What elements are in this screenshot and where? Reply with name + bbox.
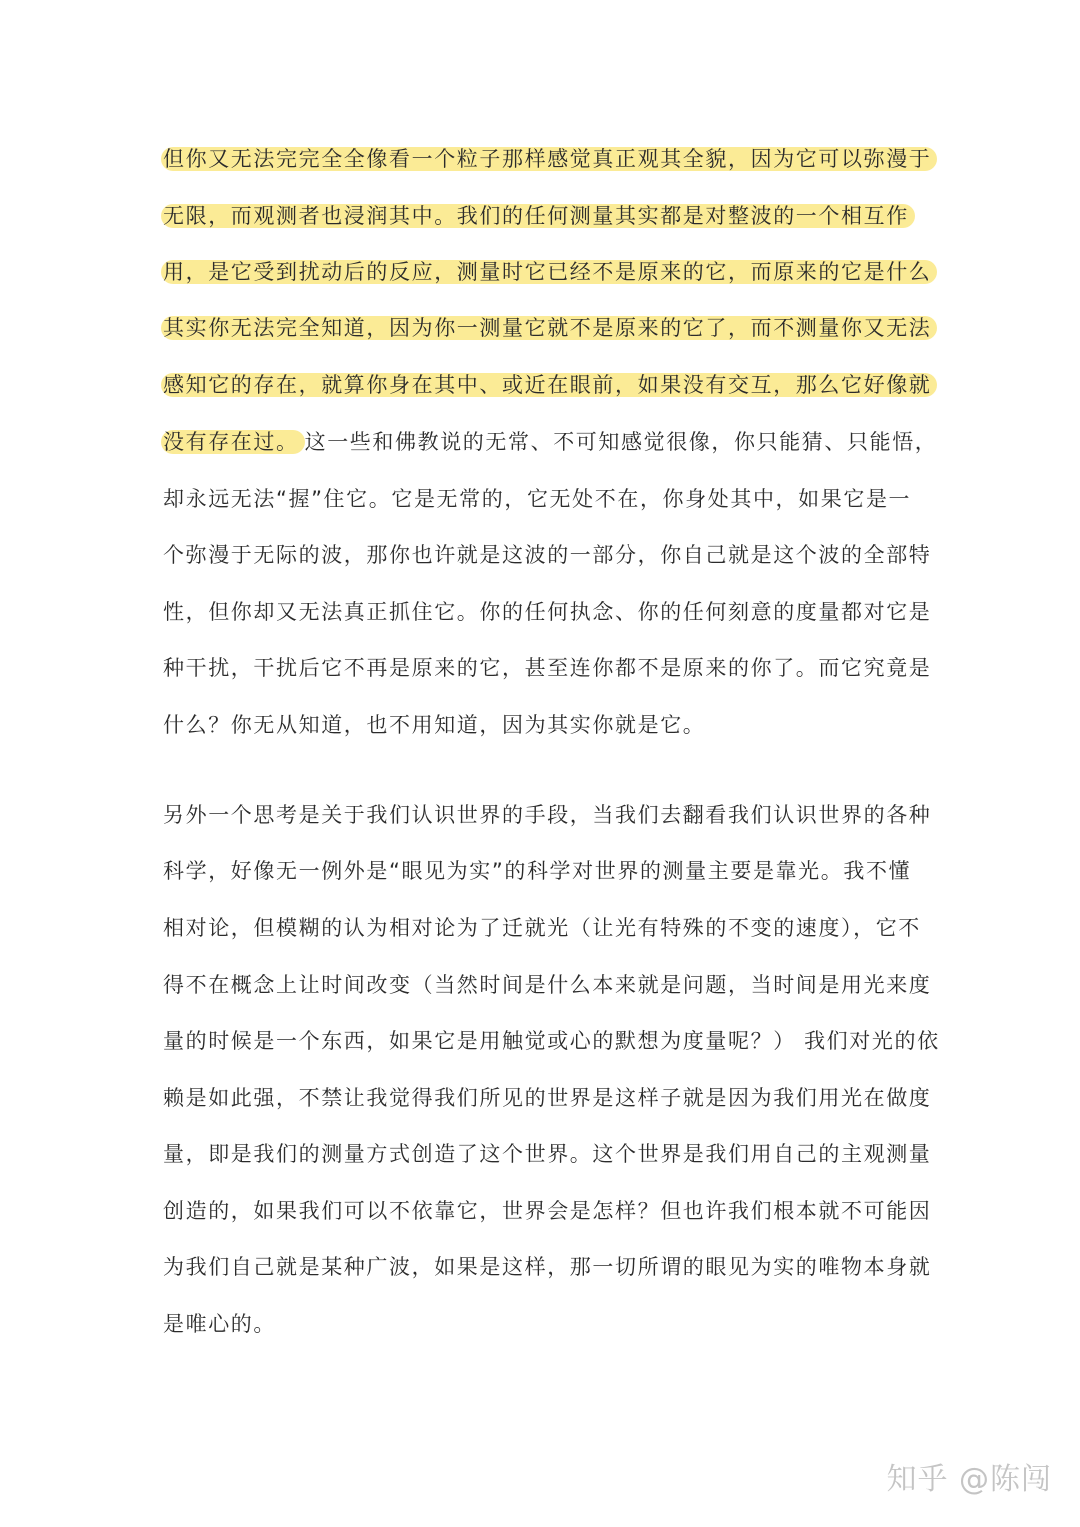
text-line: 为我们自己就是某种广波，如果是这样，那一切所谓的眼见为实的唯物本身就 bbox=[163, 1255, 932, 1279]
text-line bbox=[163, 426, 937, 458]
highlighted-text: 无限，而观测者也浸润其中。我们的任何测量其实都是对整波的一个相互作 bbox=[161, 204, 915, 228]
highlighted-text: 没有存在过。 bbox=[161, 430, 305, 454]
text-line: 量的时候是一个东西，如果它是用触觉或心的默想为度量呢？） 我们对光的依 bbox=[163, 1029, 940, 1053]
text-line: 科学，好像无一例外是“眼见为实”的科学对世界的测量主要是靠光。我不懂 bbox=[163, 859, 912, 883]
highlighted-text: 用，是它受到扰动后的反应，测量时它已经不是原来的它，而原来的它是什么 bbox=[161, 260, 937, 284]
text-line: 量，即是我们的测量方式创造了这个世界。这个世界是我们用自己的主观测量 bbox=[163, 1142, 932, 1166]
text-line: 赖是如此强，不禁让我觉得我们所见的世界是这样子就是因为我们用光在做度 bbox=[163, 1086, 932, 1110]
highlighted-text: 其实你无法完全知道，因为你一测量它就不是原来的它了，而不测量你又无法 bbox=[161, 316, 937, 340]
text-line: 性，但你却又无法真正抓住它。你的任何执念、你的任何刻意的度量都对它是 bbox=[163, 600, 932, 624]
zhihu-watermark: 知乎 @陈闯 bbox=[886, 1462, 1052, 1497]
text-line: 什么？你无从知道，也不用知道，因为其实你就是它。 bbox=[163, 713, 706, 737]
text-line: 相对论，但模糊的认为相对论为了迁就光（让光有特殊的不变的速度），它不 bbox=[163, 916, 921, 940]
text-line: 创造的，如果我们可以不依靠它，世界会是怎样？但也许我们根本就不可能因 bbox=[163, 1199, 932, 1223]
highlighted-text: 但你又无法完完全全像看一个粒子那样感觉真正观其全貌，因为它可以弥漫于 bbox=[161, 147, 937, 171]
text-line: 得不在概念上让时间改变（当然时间是什么本来就是问题，当时间是用光来度 bbox=[163, 973, 932, 997]
text-line: 个弥漫于无际的波，那你也许就是这波的一部分，你自己就是这个波的全部特 bbox=[163, 543, 932, 567]
text-line bbox=[163, 143, 937, 175]
text-line: 另外一个思考是关于我们认识世界的手段，当我们去翻看我们认识世界的各种 bbox=[163, 803, 932, 827]
text-line: 是唯心的。 bbox=[163, 1312, 276, 1336]
text-line bbox=[163, 200, 915, 232]
text-line bbox=[163, 256, 937, 288]
body-text: 这一些和佛教说的无常、不可知感觉很像，你只能猜、只能悟， bbox=[304, 430, 938, 454]
text-line bbox=[163, 369, 937, 401]
highlighted-text: 感知它的存在，就算你身在其中、或近在眼前，如果没有交互，那么它好像就 bbox=[161, 373, 937, 397]
text-line bbox=[163, 312, 937, 344]
text-line: 却永远无法“握”住它。它是无常的，它无处不在，你身处其中，如果它是一 bbox=[163, 487, 912, 511]
text-line: 种干扰，干扰后它不再是原来的它，甚至连你都不是原来的你了。而它究竟是 bbox=[163, 656, 932, 680]
